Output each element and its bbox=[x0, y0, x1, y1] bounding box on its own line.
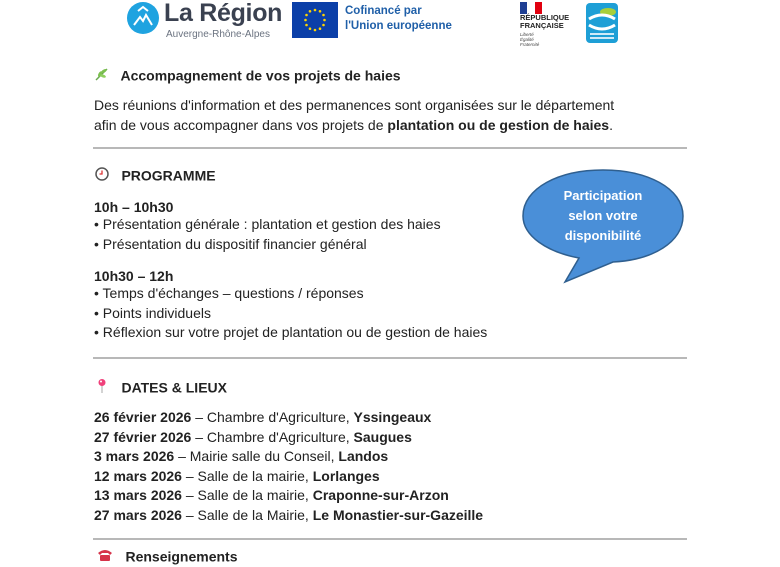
date: 27 février 2026 bbox=[94, 428, 192, 445]
programme-slot-1 bbox=[94, 199, 441, 254]
divider bbox=[93, 147, 687, 149]
date-row bbox=[94, 447, 483, 467]
pin-icon bbox=[97, 378, 107, 399]
intro-line2 bbox=[94, 115, 614, 135]
rf-motto-3: Fraternité bbox=[520, 42, 540, 47]
rf-line2: FRANÇAISE bbox=[520, 21, 564, 30]
dates-title: DATES & LIEUX bbox=[121, 379, 227, 396]
rf-line1: RÉPUBLIQUE bbox=[520, 13, 570, 22]
slot-item: • Réflexion sur votre projet de plantation ou de gestion de haies bbox=[94, 324, 488, 340]
rf-motto-1: Liberté bbox=[520, 32, 534, 37]
sep: – bbox=[191, 409, 207, 425]
town: Le Monastier-sur-Gazeille bbox=[312, 506, 484, 523]
town: Craponne-sur-Arzon bbox=[312, 487, 449, 504]
region-title: La Région bbox=[164, 0, 283, 27]
eu-line2: l'Union européenne bbox=[345, 20, 452, 32]
agence-eau-logo-icon bbox=[586, 3, 618, 43]
participation-speech-bubble bbox=[521, 168, 685, 284]
sep: – bbox=[174, 448, 190, 465]
date-row bbox=[94, 408, 483, 428]
place: Chambre d'Agriculture, bbox=[206, 428, 354, 445]
slot-item: • Présentation générale : plantation et gestion des haies bbox=[94, 216, 441, 232]
intro-line2-suffix: . bbox=[609, 117, 613, 133]
place: Salle de la mairie, bbox=[197, 487, 313, 504]
eu-cofinance-text bbox=[345, 4, 452, 34]
renseignements-title: Renseignements bbox=[125, 548, 238, 565]
slot-item: • Points individuels bbox=[94, 304, 211, 321]
intro-line2-bold: plantation ou de gestion de haies bbox=[387, 117, 610, 133]
dates-list bbox=[94, 408, 483, 526]
divider bbox=[93, 357, 687, 359]
telephone-icon bbox=[97, 548, 113, 567]
region-subtitle: Auvergne-Rhône-Alpes bbox=[166, 29, 270, 40]
date-row bbox=[94, 506, 483, 526]
slot-item: • Temps d'échanges – questions / réponses bbox=[94, 285, 364, 301]
intro-title: Accompagnement de vos projets de haies bbox=[120, 67, 401, 84]
dates-heading bbox=[97, 378, 227, 399]
sep: – bbox=[191, 428, 207, 445]
programme-slot-2 bbox=[94, 268, 487, 343]
sep: – bbox=[181, 487, 198, 504]
bubble-line3: disponibilité bbox=[564, 228, 642, 243]
date-row bbox=[94, 486, 483, 506]
mountain-logo-icon bbox=[127, 2, 159, 34]
eu-flag-icon bbox=[292, 2, 338, 38]
date: 12 mars 2026 bbox=[94, 467, 182, 484]
town: Yssingeaux bbox=[353, 409, 432, 425]
leaf-icon bbox=[94, 66, 110, 87]
slot-item: • Présentation du dispositif financier général bbox=[94, 235, 367, 252]
rf-motto-2: Égalité bbox=[520, 37, 534, 42]
divider bbox=[93, 538, 687, 540]
eu-line1: Cofinancé par bbox=[345, 5, 422, 17]
place: Chambre d'Agriculture, bbox=[206, 409, 354, 425]
date: 26 février 2026 bbox=[94, 409, 192, 425]
sep: – bbox=[181, 467, 198, 484]
intro-paragraph bbox=[94, 95, 614, 135]
date-row bbox=[94, 428, 483, 448]
clock-icon bbox=[95, 167, 109, 186]
date-row bbox=[94, 467, 483, 487]
place: Mairie salle du Conseil, bbox=[189, 448, 339, 465]
sep: – bbox=[181, 506, 198, 523]
place: Salle de la Mairie, bbox=[197, 506, 313, 523]
town: Saugues bbox=[353, 428, 412, 445]
date: 13 mars 2026 bbox=[94, 487, 182, 504]
bubble-line2: selon votre bbox=[568, 208, 638, 223]
programme-title: PROGRAMME bbox=[121, 167, 216, 184]
intro-line2-prefix: afin de vous accompagner dans vos projets de bbox=[94, 117, 388, 133]
slot-time: 10h30 – 12h bbox=[94, 268, 174, 284]
town: Landos bbox=[338, 448, 389, 465]
place: Salle de la mairie, bbox=[197, 467, 313, 484]
town: Lorlanges bbox=[312, 467, 380, 484]
date: 3 mars 2026 bbox=[94, 448, 175, 465]
intro-heading bbox=[94, 66, 401, 87]
bubble-line1: Participation bbox=[563, 188, 643, 203]
date: 27 mars 2026 bbox=[94, 506, 182, 523]
slot-time: 10h – 10h30 bbox=[94, 199, 174, 215]
intro-line1: Des réunions d'information et des permanences sont organisées sur le département bbox=[94, 97, 615, 113]
programme-heading bbox=[95, 167, 216, 186]
renseignements-heading bbox=[97, 548, 238, 567]
